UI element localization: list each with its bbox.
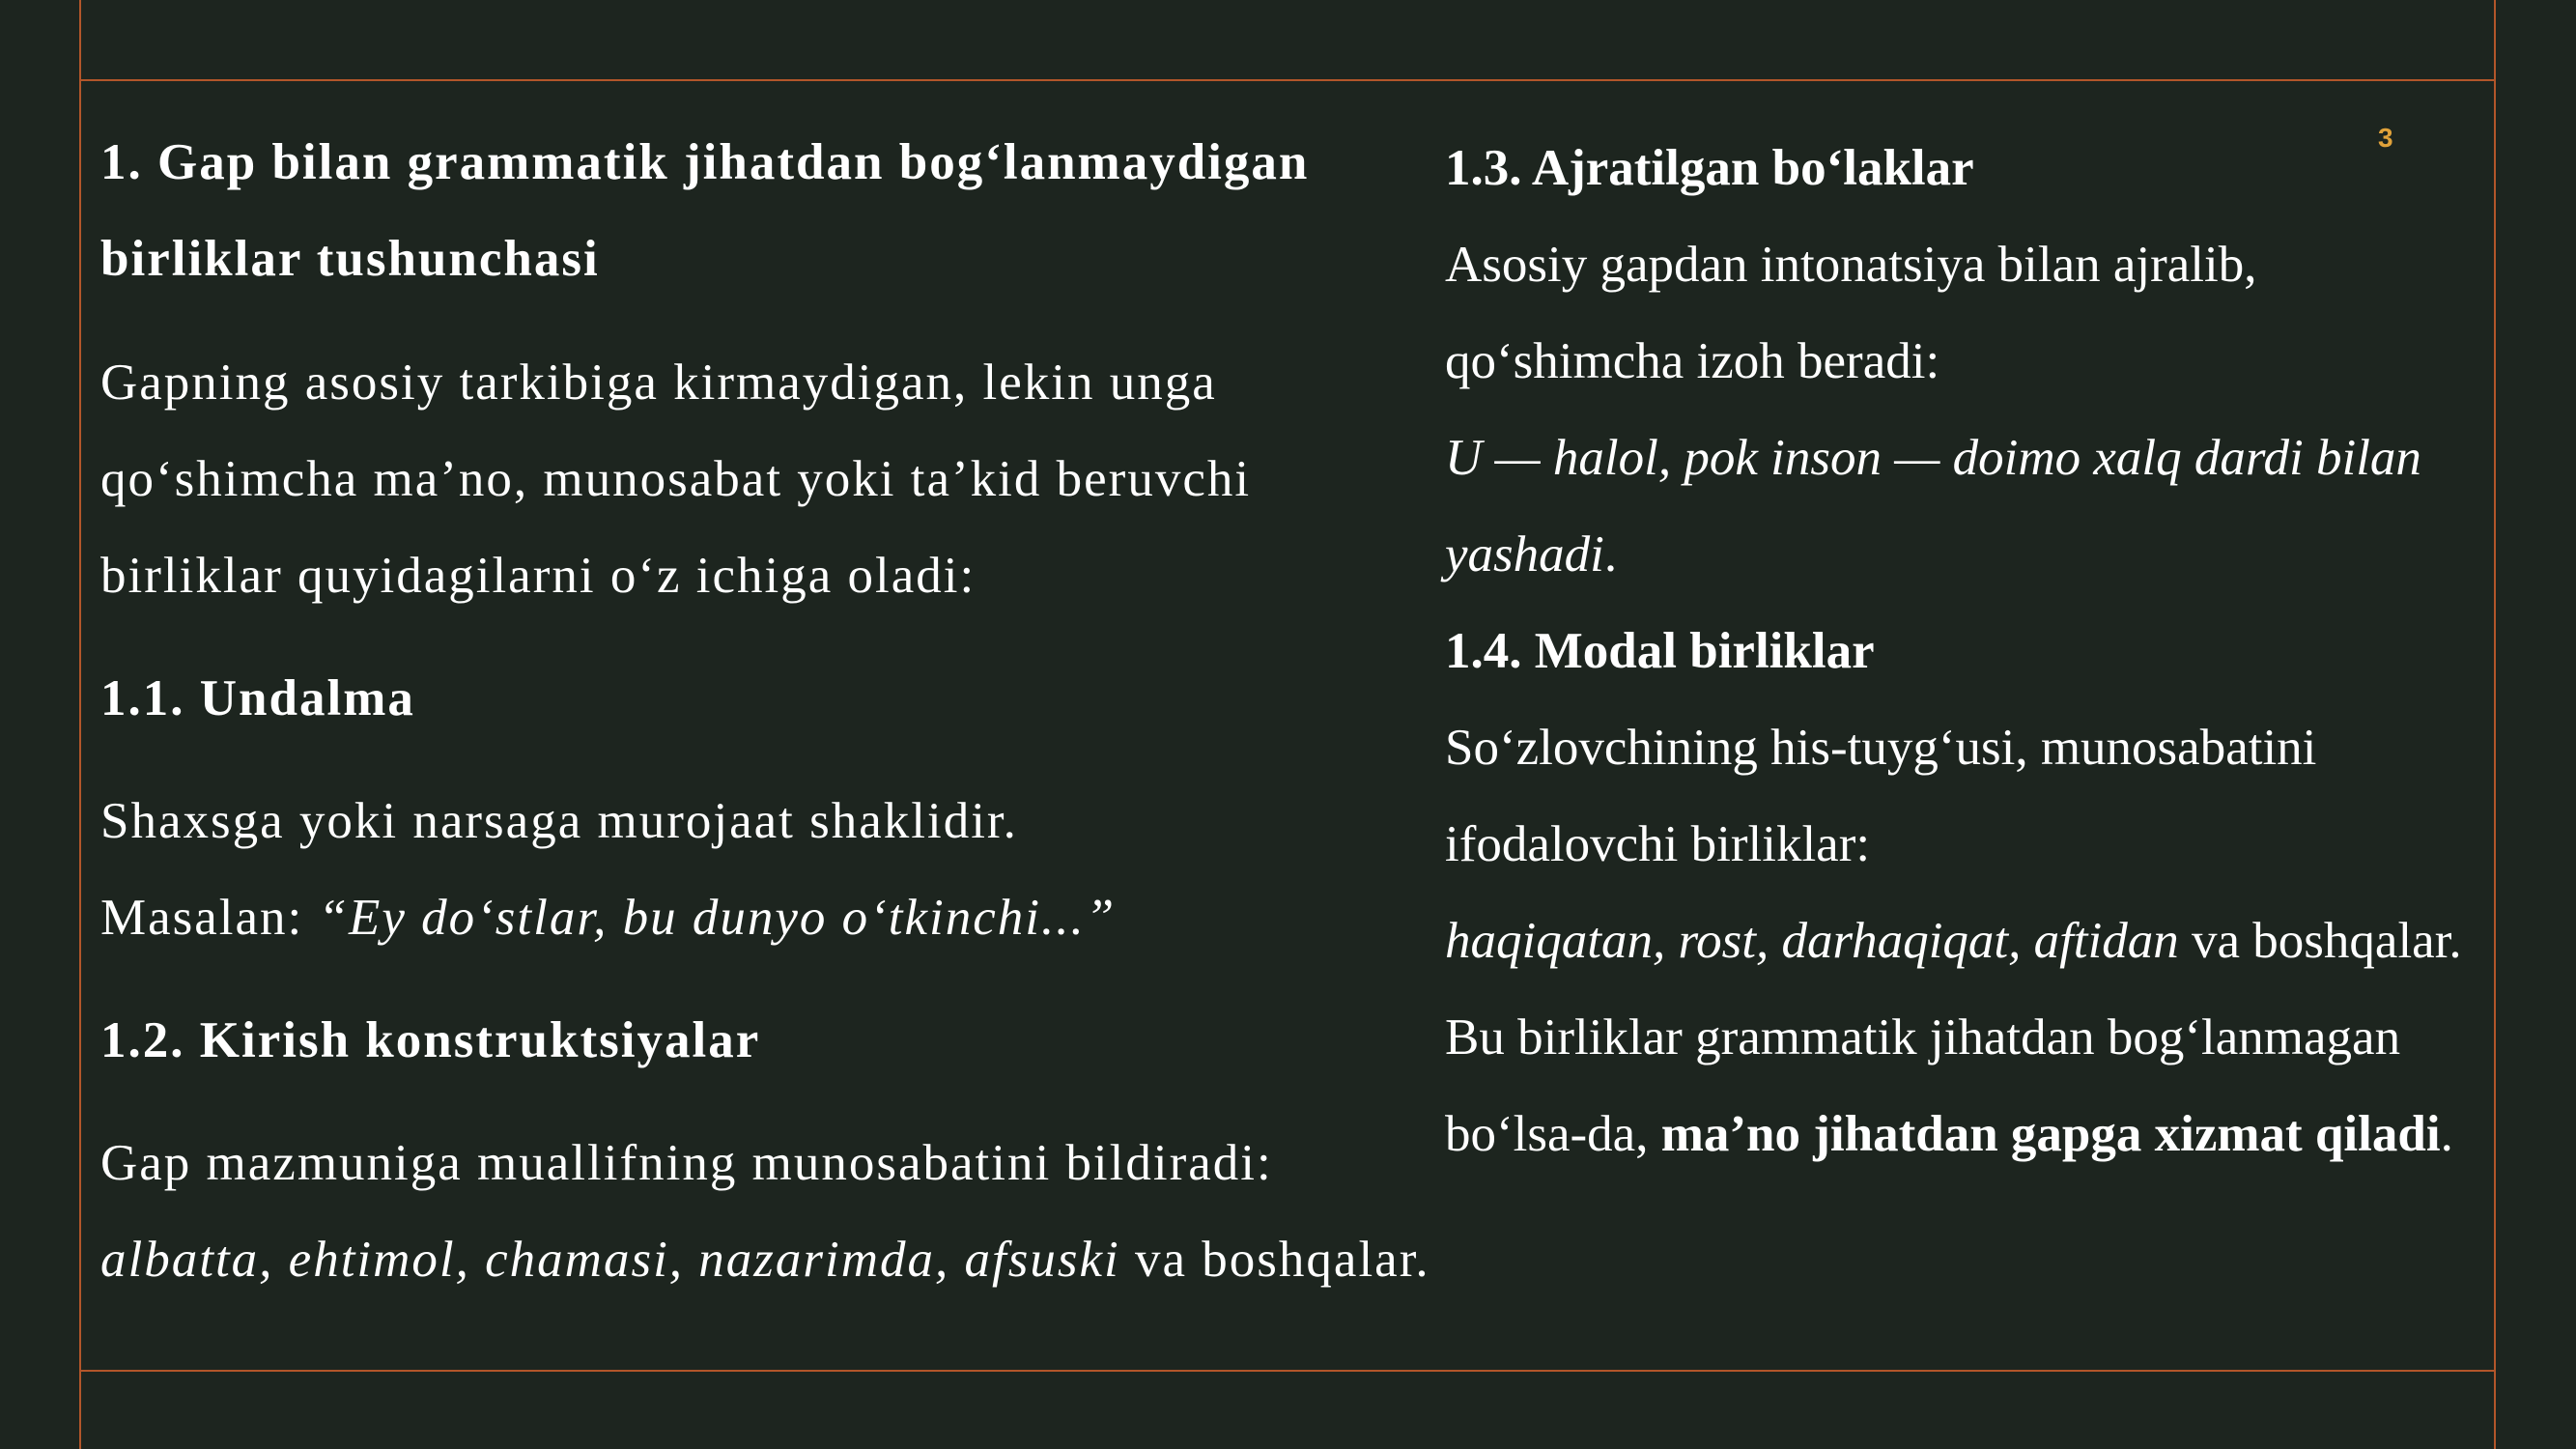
section-1-3-example-end: . (1603, 526, 1618, 582)
section-1-1-example-prefix: Masalan: (100, 890, 319, 946)
section-1-4-examples: haqiqatan, rost, darhaqiqat, aftidan (1445, 913, 2179, 969)
section-1-4-heading: 1.4. Modal birliklar (1445, 623, 1875, 679)
section-1-4-text: So‘zlovchining his-tuyg‘usi, munosabatini ifodalovchi birliklar: (1445, 720, 2317, 872)
conclusion-bold: ma’no jihatdan gapga xizmat qiladi (1660, 1106, 2441, 1162)
section-1-1-heading: 1.1. Undalma (100, 670, 415, 726)
conclusion (1445, 989, 2488, 1182)
section-1-4-suffix: va boshqalar. (2178, 913, 2462, 969)
section-1-4-examples-line (1445, 893, 2488, 989)
section-1-heading: 1. Gap bilan grammatik jihatdan bog‘lanmaydigan birliklar tushunchasi (100, 134, 1310, 287)
section-1-2-suffix: va boshqalar. (1119, 1232, 1430, 1288)
section-1-2-heading: 1.2. Kirish konstruktsiyalar (100, 1012, 761, 1068)
section-1-3-example: U — halol, pok inson — doimo xalq dardi bilan yashadi (1445, 430, 2421, 582)
left-column (100, 114, 1433, 1308)
section-1-1-example: “Ey do‘stlar, bu dunyo o‘tkinchi...” (318, 890, 1117, 946)
section-1-intro: Gapning asosiy tarkibiga kirmaydigan, lekin unga qo‘shimcha ma’no, munosabat yoki ta’kid beruvchi birliklar quyidagilarni o‘z ichiga oladi: (100, 355, 1252, 604)
section-1-2-examples: albatta, ehtimol, chamasi, nazarimda, afsuski (100, 1232, 1120, 1288)
frame-bottom-line (79, 1370, 2496, 1372)
frame-right-line (2494, 0, 2496, 1449)
section-1-3-heading: 1.3. Ajratilgan bo‘laklar (1445, 140, 1974, 196)
conclusion-end: . (2440, 1106, 2453, 1162)
section-1-1-text (100, 773, 1433, 966)
conclusion-start: Bu birliklar grammatik jihatdan bog‘lanmagan bo‘lsa-da, (1445, 1009, 2401, 1162)
section-1-2-text (100, 1115, 1433, 1308)
frame-left-line (79, 0, 81, 1449)
section-1-1-definition: Shaxsga yoki narsaga murojaat shaklidir. (100, 793, 1018, 849)
frame-top-line (79, 79, 2496, 81)
section-1-2-definition: Gap mazmuniga muallifning munosabatini bildiradi: (100, 1135, 1273, 1191)
page-number: 3 (2378, 123, 2393, 153)
section-1-3-text: Asosiy gapdan intonatsiya bilan ajralib, qo‘shimcha izoh beradi: (1445, 237, 2257, 389)
right-column (1445, 120, 2488, 1182)
section-1-3-example-line (1445, 410, 2488, 603)
